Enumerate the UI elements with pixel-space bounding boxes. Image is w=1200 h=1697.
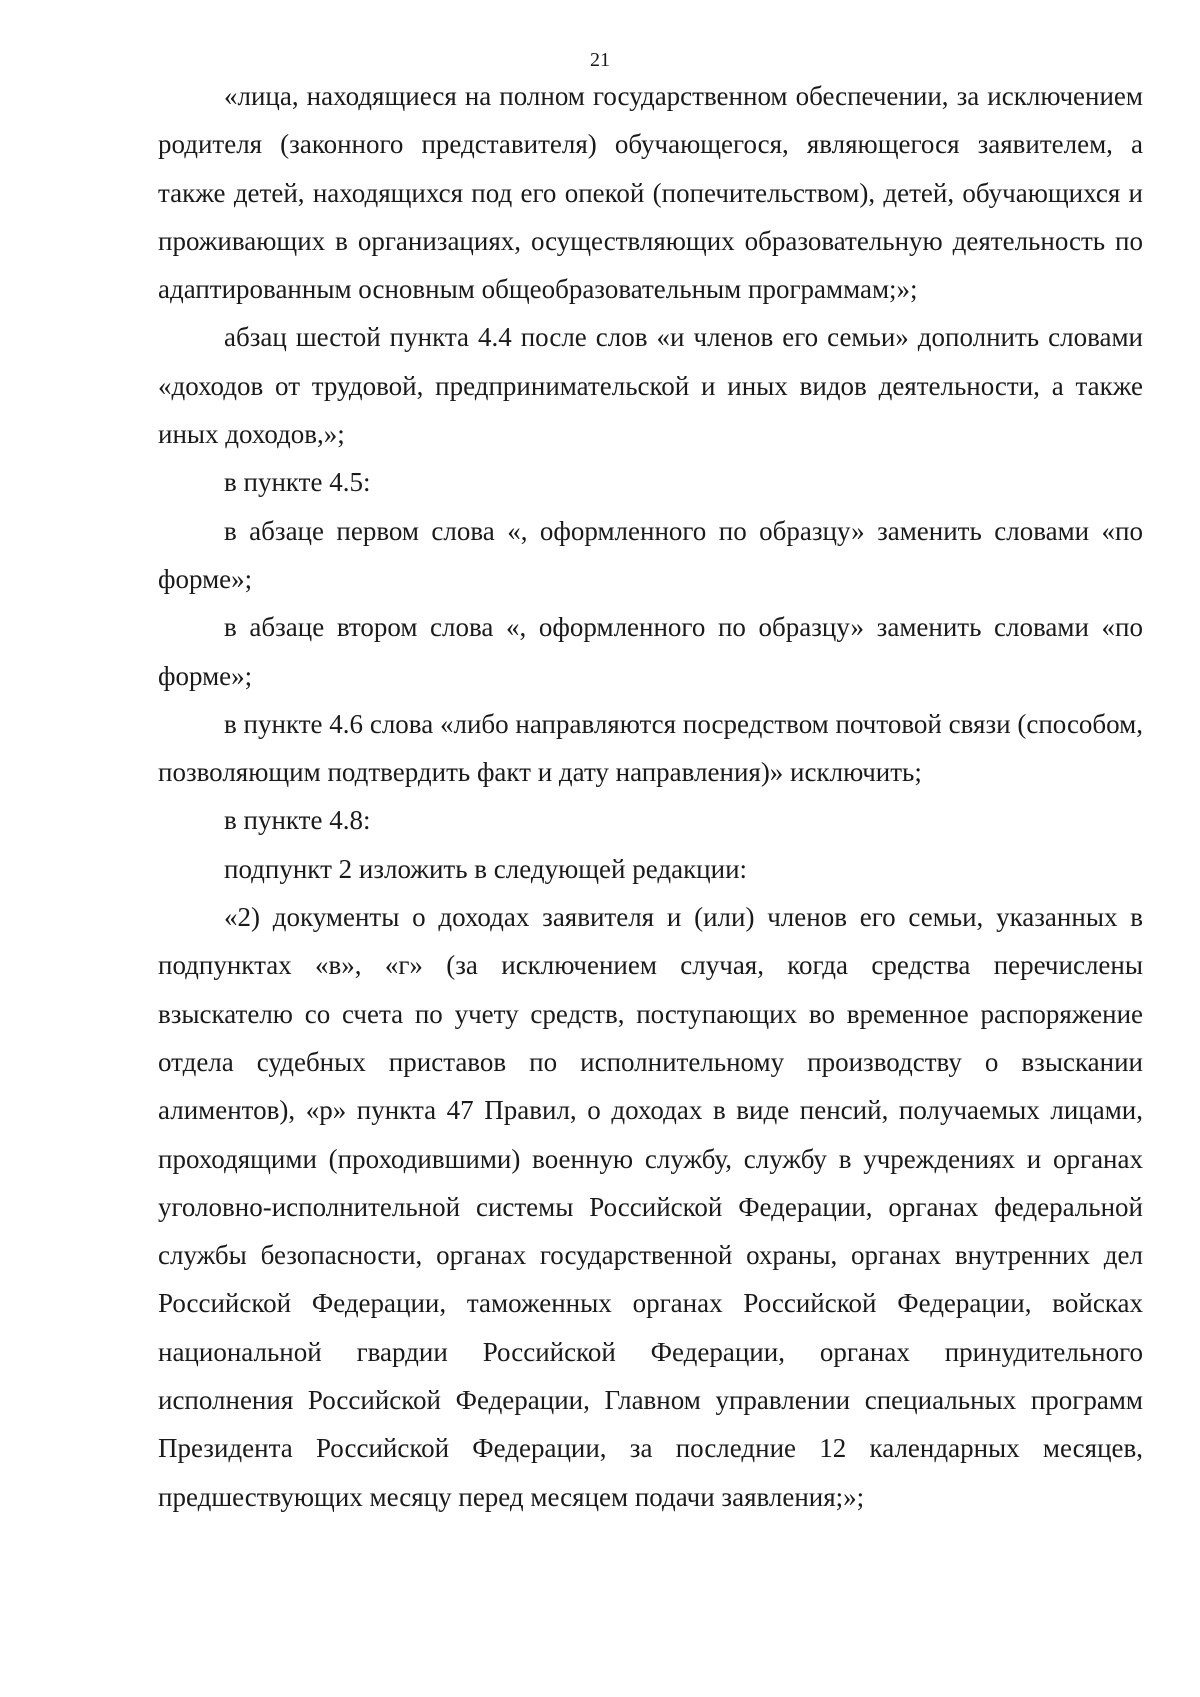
paragraph-7: в пункте 4.8: [224, 805, 371, 836]
paragraph-8: подпункт 2 изложить в следующей редакции: [224, 853, 748, 884]
paragraph-5: в абзаце втором слова «, оформленного по образцу» заменить словами «по форме»; [158, 612, 1143, 691]
paragraph-1: «лица, находящиеся на полном государственном обеспечении, за исключением родителя (законного представителя) обучающегося, являющегося заявителем, а также детей, находящихся под его опекой (попечительством), детей, обучающихся и проживающих в организациях, осуществляющих образовательную деятельность по адаптированным основным общеобразовательным программам;»; [158, 81, 1143, 305]
page-number: 21 [590, 49, 610, 71]
paragraph-3: в пункте 4.5: [224, 467, 371, 498]
paragraph-4: в абзаце первом слова «, оформленного по образцу» заменить словами «по форме»; [158, 515, 1143, 594]
paragraph-2: абзац шестой пункта 4.4 после слов «и членов его семьи» дополнить словами «доходов от трудовой, предпринимательской и иных видов деятельности, а также иных доходов,»; [158, 322, 1143, 450]
document-body [158, 72, 1143, 1521]
paragraph-6: в пункте 4.6 слова «либо направляются посредством почтовой связи (способом, позволяющим подтвердить факт и дату направления)» исключить; [158, 708, 1143, 788]
paragraph-9: «2) документы о доходах заявителя и (или) членов его семьи, указанных в подпунктах «в», «г» (за исключением случая, когда средства перечислены взыскателю со счета по учету средств, поступающих во временное распоряжение отдела судебных приставов по исполнительному производству о взыскании алиментов), «р» пункта 47 Правил, о доходах в виде пенсий, получаемых лицами, проходящими (проходившими) военную службу, службу в учреждениях и органах уголовно-исполнительной системы Российской Федерации, органах федеральной службы безопасности, органах государственной охраны, органах внутренних дел Российской Федерации, таможенных органах Российской Федерации, войсках национальной гвардии Российской Федерации, органах принудительного исполнения Российской Федерации, Главном управлении специальных программ Президента Российской Федерации, за последние 12 календарных месяцев, предшествующих месяцу перед месяцем подачи заявления;»; [158, 902, 1143, 1512]
